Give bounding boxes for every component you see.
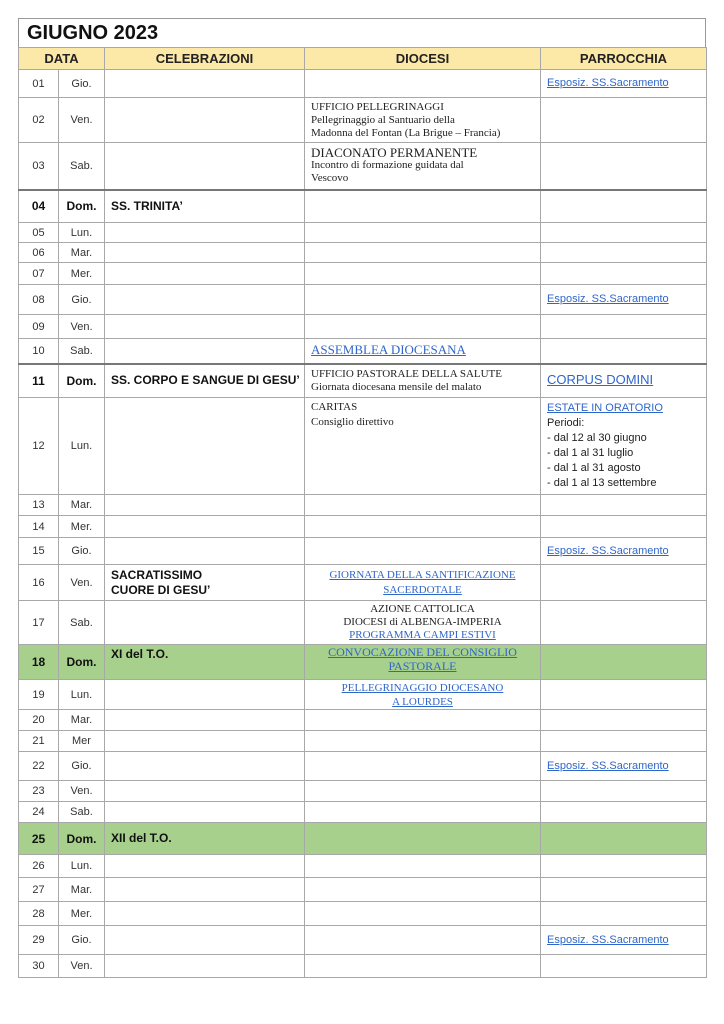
parrocchia-link[interactable]: CORPUS DOMINI (547, 372, 654, 388)
day-number: 18 (19, 645, 59, 680)
day-number: 22 (19, 752, 59, 781)
table-row (19, 263, 707, 285)
parrocchia-cell (541, 902, 707, 926)
celebrazioni-cell (105, 680, 305, 710)
header-diocesi: DIOCESI (305, 48, 541, 70)
diocesi-cell (305, 495, 541, 516)
day-number: 25 (19, 823, 59, 855)
diocesi-cell (305, 878, 541, 902)
day-number: 30 (19, 955, 59, 978)
diocesi-cell (305, 98, 541, 143)
day-name: Lun. (59, 855, 105, 878)
day-name: Ven. (59, 955, 105, 978)
diocesi-cell (305, 902, 541, 926)
table-row (19, 495, 707, 516)
calendar-table (18, 47, 707, 978)
parrocchia-cell (541, 601, 707, 645)
parrocchia-cell (541, 223, 707, 243)
day-name: Mar. (59, 878, 105, 902)
day-number: 02 (19, 98, 59, 143)
day-name: Lun. (59, 680, 105, 710)
parrocchia-cell (541, 538, 707, 565)
day-name: Mar. (59, 495, 105, 516)
diocesi-line: Vescovo (311, 172, 349, 185)
table-row (19, 223, 707, 243)
parrocchia-link[interactable]: Esposiz. SS.Sacramento (547, 77, 669, 89)
diocesi-line: CARITAS (311, 401, 358, 413)
day-number: 06 (19, 243, 59, 263)
day-number: 05 (19, 223, 59, 243)
diocesi-cell (305, 315, 541, 339)
table-row (19, 902, 707, 926)
diocesi-cell (305, 802, 541, 823)
celebrazioni-cell (105, 398, 305, 495)
day-number: 20 (19, 710, 59, 731)
celebrazioni-cell (105, 263, 305, 285)
header-data: DATA (19, 48, 105, 70)
day-name: Mar. (59, 243, 105, 263)
table-row (19, 926, 707, 955)
table-row (19, 315, 707, 339)
table-row (19, 710, 707, 731)
day-number: 26 (19, 855, 59, 878)
celebrazioni-cell (105, 955, 305, 978)
diocesi-cell (305, 955, 541, 978)
celebrazioni-cell (105, 538, 305, 565)
day-number: 03 (19, 143, 59, 190)
diocesi-cell (305, 398, 541, 495)
day-number: 19 (19, 680, 59, 710)
parrocchia-cell (541, 190, 707, 223)
day-name: Sab. (59, 802, 105, 823)
parrocchia-cell (541, 70, 707, 98)
table-row (19, 802, 707, 823)
celebrazioni-cell (105, 781, 305, 802)
parrocchia-link[interactable]: ESTATE IN ORATORIO (547, 402, 663, 414)
table-row (19, 285, 707, 315)
header-celebrazioni: CELEBRAZIONI (105, 48, 305, 70)
celebrazioni-cell (105, 285, 305, 315)
diocesi-cell (305, 731, 541, 752)
diocesi-line: DIOCESI di ALBENGA-IMPERIA (343, 616, 502, 628)
celebrazioni-cell (105, 495, 305, 516)
celebrazioni-cell (105, 223, 305, 243)
celebrazioni-cell (105, 70, 305, 98)
celebrazioni-cell (105, 878, 305, 902)
parrocchia-cell (541, 315, 707, 339)
table-row (19, 731, 707, 752)
parrocchia-line: - dal 1 al 31 agosto (547, 462, 641, 474)
diocesi-cell (305, 516, 541, 538)
celebrazioni-cell (105, 902, 305, 926)
diocesi-link[interactable]: ASSEMBLEA DIOCESANA (311, 342, 466, 358)
parrocchia-cell (541, 565, 707, 601)
diocesi-cell (305, 855, 541, 878)
day-name: Mer (59, 731, 105, 752)
table-row (19, 243, 707, 263)
day-number: 04 (19, 190, 59, 223)
day-name: Mar. (59, 710, 105, 731)
parrocchia-cell (541, 143, 707, 190)
parrocchia-cell (541, 781, 707, 802)
diocesi-cell (305, 645, 541, 680)
table-row (19, 538, 707, 565)
day-number: 15 (19, 538, 59, 565)
diocesi-cell (305, 752, 541, 781)
day-name: Ven. (59, 315, 105, 339)
day-name: Dom. (59, 645, 105, 680)
diocesi-cell (305, 538, 541, 565)
day-name: Sab. (59, 601, 105, 645)
diocesi-cell (305, 565, 541, 601)
parrocchia-cell (541, 243, 707, 263)
parrocchia-line: - dal 1 al 13 settembre (547, 477, 657, 489)
day-name: Ven. (59, 781, 105, 802)
parrocchia-cell (541, 731, 707, 752)
parrocchia-cell (541, 823, 707, 855)
calendar-sheet (18, 18, 706, 978)
day-name: Sab. (59, 143, 105, 190)
day-number: 09 (19, 315, 59, 339)
table-row (19, 516, 707, 538)
celebrazioni-cell (105, 710, 305, 731)
celebrazioni-cell: SS. CORPO E SANGUE DI GESU’ (105, 364, 305, 398)
day-name: Lun. (59, 398, 105, 495)
parrocchia-cell (541, 878, 707, 902)
parrocchia-line: - dal 12 al 30 giugno (547, 432, 647, 444)
table-row (19, 645, 707, 680)
parrocchia-link[interactable]: Esposiz. SS.Sacramento (547, 544, 669, 557)
diocesi-line: AZIONE CATTOLICA (370, 603, 475, 615)
day-number: 24 (19, 802, 59, 823)
diocesi-link[interactable]: GIORNATA DELLA SANTIFICAZIONE (329, 568, 516, 581)
day-number: 10 (19, 339, 59, 364)
diocesi-cell (305, 823, 541, 855)
celebrazioni-cell (105, 601, 305, 645)
diocesi-link[interactable]: SACERDOTALE (383, 583, 462, 596)
celebrazioni-cell (105, 315, 305, 339)
celebrazioni-cell (105, 752, 305, 781)
day-number: 13 (19, 495, 59, 516)
table-row (19, 143, 707, 190)
table-row (19, 752, 707, 781)
diocesi-cell (305, 339, 541, 364)
parrocchia-cell (541, 710, 707, 731)
diocesi-line: Incontro di formazione guidata dal (311, 159, 464, 172)
celebrazioni-cell (105, 855, 305, 878)
header-row (19, 48, 707, 70)
table-row (19, 98, 707, 143)
day-number: 12 (19, 398, 59, 495)
diocesi-cell (305, 680, 541, 710)
celebrazioni-cell (105, 243, 305, 263)
day-name: Gio. (59, 70, 105, 98)
diocesi-cell (305, 223, 541, 243)
day-number: 28 (19, 902, 59, 926)
parrocchia-cell (541, 263, 707, 285)
day-number: 27 (19, 878, 59, 902)
parrocchia-line: Periodi: (547, 417, 585, 429)
day-number: 08 (19, 285, 59, 315)
parrocchia-link[interactable]: Esposiz. SS.Sacramento (547, 759, 669, 772)
celebrazioni-cell (105, 516, 305, 538)
day-name: Sab. (59, 339, 105, 364)
table-row (19, 565, 707, 601)
header-parrocchia: PARROCCHIA (541, 48, 707, 70)
day-name: Ven. (59, 98, 105, 143)
table-row (19, 70, 707, 98)
diocesi-cell (305, 601, 541, 645)
parrocchia-cell (541, 285, 707, 315)
diocesi-line: UFFICIO PASTORALE DELLA SALUTE (311, 367, 502, 380)
table-row (19, 398, 707, 495)
day-name: Ven. (59, 565, 105, 601)
diocesi-cell (305, 70, 541, 98)
table-row (19, 878, 707, 902)
table-row (19, 364, 707, 398)
day-number: 11 (19, 364, 59, 398)
diocesi-line: DIACONATO PERMANENTE (311, 145, 478, 161)
celebrazioni-cell (105, 565, 305, 601)
table-row (19, 339, 707, 364)
parrocchia-cell (541, 364, 707, 398)
celebrazioni-cell (105, 339, 305, 364)
celebrazioni-cell (105, 143, 305, 190)
diocesi-cell (305, 710, 541, 731)
parrocchia-cell (541, 752, 707, 781)
day-number: 29 (19, 926, 59, 955)
celebrazioni-line: CUORE DI GESU’ (111, 582, 211, 597)
day-number: 16 (19, 565, 59, 601)
diocesi-link[interactable]: PROGRAMMA CAMPI ESTIVI (349, 629, 496, 641)
parrocchia-cell (541, 680, 707, 710)
table-row (19, 855, 707, 878)
day-name: Dom. (59, 823, 105, 855)
table-row (19, 680, 707, 710)
day-name: Gio. (59, 538, 105, 565)
parrocchia-line: - dal 1 al 31 luglio (547, 447, 634, 459)
diocesi-link[interactable]: PELLEGRINAGGIO DIOCESANO (341, 681, 504, 694)
day-name: Lun. (59, 223, 105, 243)
table-row (19, 955, 707, 978)
parrocchia-cell (541, 802, 707, 823)
diocesi-cell (305, 190, 541, 223)
day-name: Gio. (59, 285, 105, 315)
parrocchia-link[interactable]: Esposiz. SS.Sacramento (547, 933, 669, 946)
diocesi-line: Pellegrinaggio al Santuario della (311, 113, 455, 126)
day-name: Gio. (59, 752, 105, 781)
parrocchia-cell (541, 398, 707, 495)
parrocchia-cell (541, 645, 707, 680)
diocesi-cell (305, 926, 541, 955)
celebrazioni-cell: XII del T.O. (105, 823, 305, 855)
parrocchia-link[interactable]: Esposiz. SS.Sacramento (547, 293, 669, 305)
diocesi-cell (305, 364, 541, 398)
parrocchia-cell (541, 339, 707, 364)
day-number: 23 (19, 781, 59, 802)
diocesi-cell (305, 263, 541, 285)
celebrazioni-line: SACRATISSIMO (111, 567, 203, 582)
celebrazioni-cell: XI del T.O. (105, 645, 305, 680)
diocesi-line: Giornata diocesana mensile del malato (311, 380, 482, 393)
table-row (19, 190, 707, 223)
page-title: GIUGNO 2023 (18, 18, 706, 47)
table-row (19, 781, 707, 802)
day-number: 21 (19, 731, 59, 752)
table-row (19, 601, 707, 645)
diocesi-line: Madonna del Fontan (La Brigue – Francia) (311, 126, 501, 139)
diocesi-line: UFFICIO PELLEGRINAGGI (311, 100, 444, 113)
day-number: 17 (19, 601, 59, 645)
day-name: Dom. (59, 364, 105, 398)
parrocchia-cell (541, 955, 707, 978)
table-row (19, 823, 707, 855)
diocesi-link[interactable]: PASTORALE (388, 659, 457, 673)
day-number: 01 (19, 70, 59, 98)
day-name: Mer. (59, 516, 105, 538)
day-name: Gio. (59, 926, 105, 955)
celebrazioni-cell (105, 98, 305, 143)
day-name: Mer. (59, 263, 105, 285)
diocesi-cell (305, 781, 541, 802)
celebrazioni-cell: SS. TRINITA’ (105, 190, 305, 223)
diocesi-link[interactable]: CONVOCAZIONE DEL CONSIGLIO (328, 645, 517, 659)
diocesi-link[interactable]: A LOURDES (392, 695, 453, 708)
diocesi-cell (305, 143, 541, 190)
diocesi-cell (305, 285, 541, 315)
parrocchia-cell (541, 855, 707, 878)
celebrazioni-cell (105, 802, 305, 823)
celebrazioni-cell (105, 731, 305, 752)
parrocchia-cell (541, 516, 707, 538)
day-name: Dom. (59, 190, 105, 223)
parrocchia-cell (541, 98, 707, 143)
celebrazioni-cell (105, 926, 305, 955)
parrocchia-cell (541, 926, 707, 955)
day-name: Mer. (59, 902, 105, 926)
parrocchia-cell (541, 495, 707, 516)
diocesi-line: Consiglio direttivo (311, 416, 394, 428)
diocesi-cell (305, 243, 541, 263)
day-number: 14 (19, 516, 59, 538)
day-number: 07 (19, 263, 59, 285)
